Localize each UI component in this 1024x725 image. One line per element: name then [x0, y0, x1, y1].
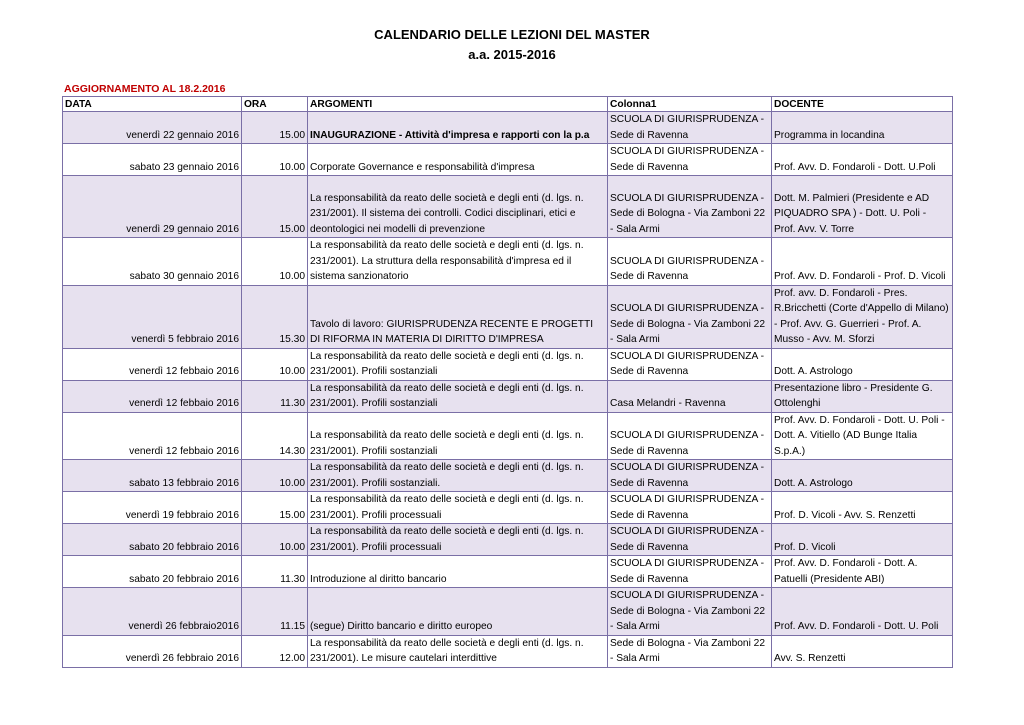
date-cell: venerdì 12 febbaio 2016 [63, 412, 242, 460]
table-row [63, 412, 953, 460]
column-header-docente: DOCENTE [772, 97, 953, 112]
table-row [63, 285, 953, 348]
location-cell: SCUOLA DI GIURISPRUDENZA - Sede di Ravenna [608, 144, 772, 176]
location-cell: Sede di Bologna - Via Zamboni 22 - Sala Armi [608, 635, 772, 667]
location-cell: SCUOLA DI GIURISPRUDENZA - Sede di Ravenna [608, 556, 772, 588]
topic-cell: (segue) Diritto bancario e diritto europeo [308, 588, 608, 636]
lessons-table [62, 96, 953, 668]
update-note: AGGIORNAMENTO AL 18.2.2016 [64, 83, 226, 95]
location-cell: SCUOLA DI GIURISPRUDENZA - Sede di Ravenna [608, 460, 772, 492]
table-row [63, 176, 953, 238]
topic-cell: La responsabilità da reato delle società e degli enti (d. lgs. n. 231/2001). Profili processuali [308, 524, 608, 556]
teacher-cell: Prof. Avv. D. Fondaroli - Dott. U. Poli - Dott. A. Vitiello (AD Bunge Italia S.p.A.) [772, 412, 953, 460]
time-cell: 11.30 [242, 380, 308, 412]
time-cell: 15.30 [242, 285, 308, 348]
column-header-colonna1: Colonna1 [608, 97, 772, 112]
table-row [63, 556, 953, 588]
location-cell: SCUOLA DI GIURISPRUDENZA - Sede di Bologna - Via Zamboni 22 - Sala Armi [608, 285, 772, 348]
teacher-cell: Prof. Avv. D. Fondaroli - Prof. D. Vicoli [772, 238, 953, 286]
table-row [63, 144, 953, 176]
topic-cell: La responsabilità da reato delle società e degli enti (d. lgs. n. 231/2001). Profili sostanziali. [308, 460, 608, 492]
location-cell: SCUOLA DI GIURISPRUDENZA - Sede di Bologna - Via Zamboni 22 - Sala Armi [608, 176, 772, 238]
teacher-cell: Presentazione libro - Presidente G. Ottolenghi [772, 380, 953, 412]
time-cell: 12.00 [242, 635, 308, 667]
topic-cell: La responsabilità da reato delle società e degli enti (d. lgs. n. 231/2001). Le misure cautelari interdittive [308, 635, 608, 667]
date-cell: venerdì 22 gennaio 2016 [63, 112, 242, 144]
topic-cell: La responsabilità da reato delle società e degli enti (d. lgs. n. 231/2001). Il sistema dei controlli. Codici disciplinari, etici e deontologici nei modelli di prevenzione [308, 176, 608, 238]
date-cell: venerdì 5 febbraio 2016 [63, 285, 242, 348]
table-row [63, 380, 953, 412]
topic-cell: Introduzione al diritto bancario [308, 556, 608, 588]
time-cell: 10.00 [242, 144, 308, 176]
table-row [63, 348, 953, 380]
location-cell: Casa Melandri - Ravenna [608, 380, 772, 412]
time-cell: 10.00 [242, 460, 308, 492]
topic-cell: Tavolo di lavoro: GIURISPRUDENZA RECENTE E PROGETTI DI RIFORMA IN MATERIA DI DIRITTO D'IMPRESA [308, 285, 608, 348]
date-cell: sabato 20 febbraio 2016 [63, 524, 242, 556]
topic-cell: La responsabilità da reato delle società e degli enti (d. lgs. n. 231/2001). Profili sostanziali [308, 348, 608, 380]
table-row [63, 112, 953, 144]
location-cell: SCUOLA DI GIURISPRUDENZA - Sede di Bologna - Via Zamboni 22 - Sala Armi [608, 588, 772, 636]
time-cell: 10.00 [242, 348, 308, 380]
teacher-cell: Programma in locandina [772, 112, 953, 144]
location-cell: SCUOLA DI GIURISPRUDENZA - Sede di Ravenna [608, 492, 772, 524]
teacher-cell: Dott. M. Palmieri (Presidente e AD PIQUADRO SPA ) - Dott. U. Poli - Prof. Avv. V. Torre [772, 176, 953, 238]
teacher-cell: Prof. Avv. D. Fondaroli - Dott. U. Poli [772, 588, 953, 636]
table-row [63, 492, 953, 524]
table-header-row [63, 97, 953, 112]
time-cell: 10.00 [242, 524, 308, 556]
topic-cell: La responsabilità da reato delle società e degli enti (d. lgs. n. 231/2001). Profili processuali [308, 492, 608, 524]
time-cell: 14.30 [242, 412, 308, 460]
location-cell: SCUOLA DI GIURISPRUDENZA - Sede di Ravenna [608, 238, 772, 286]
column-header-data: DATA [63, 97, 242, 112]
date-cell: venerdì 12 febbaio 2016 [63, 380, 242, 412]
time-cell: 10.00 [242, 238, 308, 286]
date-cell: venerdì 26 febbraio2016 [63, 588, 242, 636]
date-cell: sabato 13 febbraio 2016 [63, 460, 242, 492]
teacher-cell: Prof. Avv. D. Fondaroli - Dott. U.Poli [772, 144, 953, 176]
topic-cell: Corporate Governance e responsabilità d'impresa [308, 144, 608, 176]
page-title: CALENDARIO DELLE LEZIONI DEL MASTER [374, 27, 650, 42]
teacher-cell: Prof. Avv. D. Fondaroli - Dott. A. Patuelli (Presidente ABI) [772, 556, 953, 588]
location-cell: SCUOLA DI GIURISPRUDENZA - Sede di Ravenna [608, 348, 772, 380]
teacher-cell: Dott. A. Astrologo [772, 460, 953, 492]
table-row [63, 635, 953, 667]
column-header-ora: ORA [242, 97, 308, 112]
time-cell: 11.15 [242, 588, 308, 636]
date-cell: venerdì 12 febbaio 2016 [63, 348, 242, 380]
date-cell: venerdì 19 febbraio 2016 [63, 492, 242, 524]
location-cell: SCUOLA DI GIURISPRUDENZA - Sede di Ravenna [608, 112, 772, 144]
topic-cell: La responsabilità da reato delle società e degli enti (d. lgs. n. 231/2001). La struttura della responsabilità d'impresa ed il sistema sanzionatorio [308, 238, 608, 286]
column-header-argomenti: ARGOMENTI [308, 97, 608, 112]
teacher-cell: Dott. A. Astrologo [772, 348, 953, 380]
date-cell: sabato 20 febbraio 2016 [63, 556, 242, 588]
date-cell: venerdì 29 gennaio 2016 [63, 176, 242, 238]
teacher-cell: Prof. D. Vicoli - Avv. S. Renzetti [772, 492, 953, 524]
teacher-cell: Prof. D. Vicoli [772, 524, 953, 556]
date-cell: sabato 23 gennaio 2016 [63, 144, 242, 176]
academic-year: a.a. 2015-2016 [468, 47, 556, 62]
time-cell: 11.30 [242, 556, 308, 588]
teacher-cell: Avv. S. Renzetti [772, 635, 953, 667]
table-row [63, 524, 953, 556]
table-row [63, 238, 953, 286]
time-cell: 15.00 [242, 176, 308, 238]
topic-cell: La responsabilità da reato delle società e degli enti (d. lgs. n. 231/2001). Profili sostanziali [308, 412, 608, 460]
date-cell: venerdì 26 febbraio 2016 [63, 635, 242, 667]
topic-cell [308, 112, 608, 144]
time-cell: 15.00 [242, 112, 308, 144]
date-cell: sabato 30 gennaio 2016 [63, 238, 242, 286]
teacher-cell: Prof. avv. D. Fondaroli - Pres. R.Bricchetti (Corte d'Appello di Milano) - Prof. Avv. G. Guerrieri - Prof. A. Musso - Avv. M. Sforzi [772, 285, 953, 348]
topic-bold-text: INAUGURAZIONE - Attività d'impresa e rapporti con la p.a [310, 129, 590, 141]
location-cell: SCUOLA DI GIURISPRUDENZA - Sede di Ravenna [608, 412, 772, 460]
time-cell: 15.00 [242, 492, 308, 524]
table-row [63, 588, 953, 636]
location-cell: SCUOLA DI GIURISPRUDENZA - Sede di Ravenna [608, 524, 772, 556]
table-row [63, 460, 953, 492]
topic-cell: La responsabilità da reato delle società e degli enti (d. lgs. n. 231/2001). Profili sostanziali [308, 380, 608, 412]
